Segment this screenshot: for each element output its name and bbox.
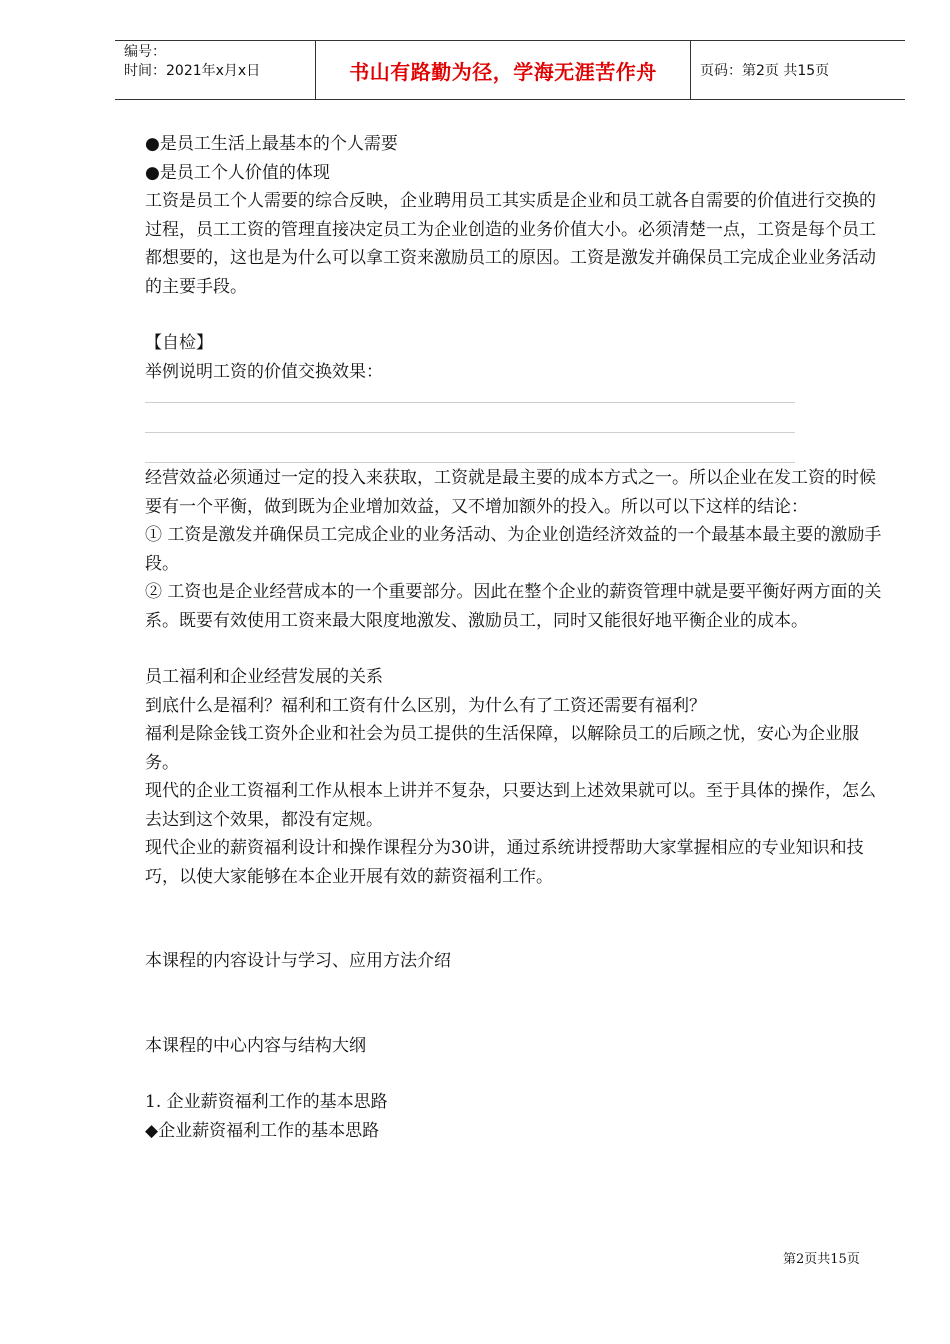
page-header [115,40,905,100]
outline-subitem: ◆企业薪资福利工作的基本思路 [145,1120,380,1141]
header-page-info: 页码：第2页 共15页 [700,63,830,79]
bullet-item: ●是员工个人价值的体现 [145,162,330,183]
outline-item: 1. 企业薪资福利工作的基本思路 [145,1092,388,1112]
paragraph: 到底什么是福利？福利和工资有什么区别，为什么有了工资还需要有福利？ [145,695,706,716]
self-check-title: 【自检】 [145,333,213,353]
number-label: 编号： [124,44,166,60]
self-check-question: 举例说明工资的价值交换效果： [145,361,383,382]
numbered-point: ① 工资是激发并确保员工完成企业的业务活动、为企业创造经济效益的一个最基本最主要的激励手段。 [145,525,882,574]
numbered-point: ② 工资也是企业经营成本的一个重要部分。因此在整个企业的薪资管理中就是要平衡好两方面的关系。既要有效使用工资来最大限度地激发、激励员工，同时又能很好地平衡企业的成本。 [145,582,882,631]
time-label: 时间：2021年x月x日 [124,63,261,79]
document-body [145,130,890,1145]
header-motto: 书山有路勤为径，学海无涯苦作舟 [316,41,691,99]
paragraph: 现代企业的薪资福利设计和操作课程分为30讲，通过系统讲授帮助大家掌握相应的专业知识和技巧，以使大家能够在本企业开展有效的薪资福利工作。 [145,838,864,887]
bullet-item: ●是员工生活上最基本的个人需要 [145,134,398,154]
paragraph: 福利是除金钱工资外企业和社会为员工提供的生活保障，以解除员工的后顾之忧，安心为企业服务。 [145,724,859,773]
section-title: 员工福利和企业经营发展的关系 [145,667,383,687]
header-meta [115,41,316,99]
section-title: 本课程的内容设计与学习、应用方法介绍 [145,951,451,971]
answer-line [145,386,795,403]
paragraph: 经营效益必须通过一定的投入来获取，工资就是最主要的成本方式之一。所以企业在发工资的时候要有一个平衡，做到既为企业增加效益，又不增加额外的投入。所以可以下这样的结论： [145,468,876,517]
section-title: 本课程的中心内容与结构大纲 [145,1035,366,1056]
page-footer: 第2页共15页 [783,1252,860,1267]
answer-line [145,434,795,463]
paragraph: 现代的企业工资福利工作从根本上讲并不复杂，只要达到上述效果就可以。至于具体的操作，怎么去达到这个效果，都没有定规。 [145,781,876,830]
answer-line [145,404,795,433]
paragraph: 工资是员工个人需要的综合反映，企业聘用员工其实质是企业和员工就各自需要的价值进行交换的过程，员工工资的管理直接决定员工为企业创造的业务价值大小。必须清楚一点，工资是每个员工都想要的，这也是为什么可以拿工资来激励员工的原因。工资是激发并确保员工完成企业业务活动的主要手段。 [145,191,876,297]
